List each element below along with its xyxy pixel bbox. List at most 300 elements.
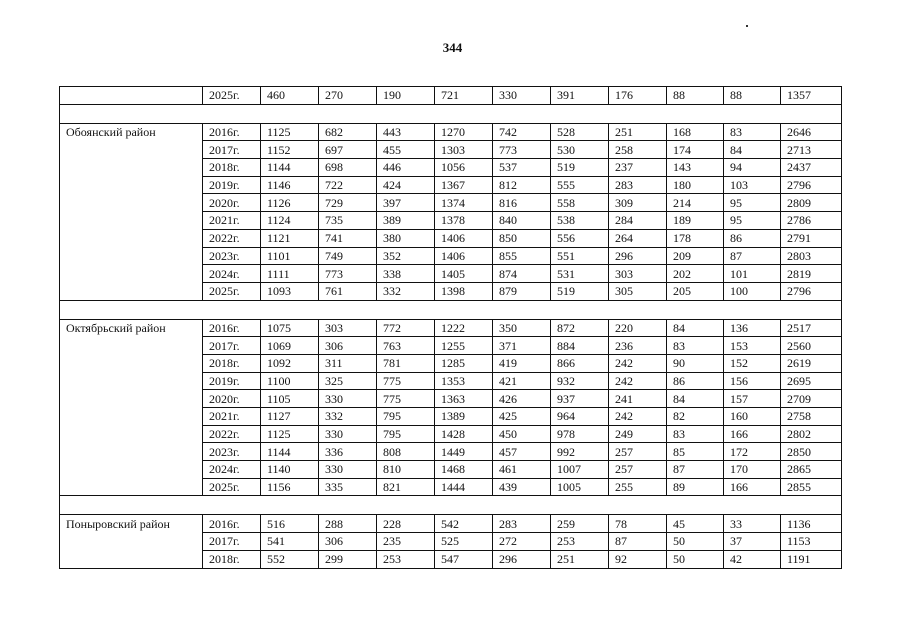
value-cell: 255: [609, 478, 667, 496]
district-cell-continued: [60, 478, 203, 496]
value-cell: 94: [724, 159, 781, 177]
value-cell: 2758: [781, 408, 842, 426]
value-cell: 425: [493, 408, 551, 426]
value-cell: 143: [667, 159, 724, 177]
value-cell: 257: [609, 443, 667, 461]
value-cell: 1357: [781, 87, 842, 105]
value-cell: 283: [493, 515, 551, 533]
value-cell: 978: [551, 425, 609, 443]
district-cell-continued: [60, 229, 203, 247]
table-row: [60, 425, 842, 443]
value-cell: 330: [319, 425, 377, 443]
year-cell: 2017г.: [203, 533, 261, 551]
district-cell-continued: [60, 247, 203, 265]
value-cell: 397: [377, 194, 435, 212]
table-row: [60, 141, 842, 159]
value-cell: 1303: [435, 141, 493, 159]
value-cell: 87: [724, 247, 781, 265]
value-cell: 810: [377, 461, 435, 479]
value-cell: 330: [319, 461, 377, 479]
value-cell: 95: [724, 194, 781, 212]
value-cell: 84: [667, 319, 724, 337]
value-cell: 37: [724, 533, 781, 551]
value-cell: 168: [667, 123, 724, 141]
value-cell: 530: [551, 141, 609, 159]
district-cell-continued: [60, 533, 203, 551]
value-cell: 439: [493, 478, 551, 496]
value-cell: 305: [609, 282, 667, 300]
value-cell: 525: [435, 533, 493, 551]
value-cell: 1406: [435, 229, 493, 247]
value-cell: 336: [319, 443, 377, 461]
value-cell: 1353: [435, 372, 493, 390]
value-cell: 87: [667, 461, 724, 479]
value-cell: 761: [319, 282, 377, 300]
value-cell: 2646: [781, 123, 842, 141]
value-cell: 83: [667, 425, 724, 443]
value-cell: 812: [493, 176, 551, 194]
value-cell: 1444: [435, 478, 493, 496]
value-cell: 258: [609, 141, 667, 159]
value-cell: 443: [377, 123, 435, 141]
value-cell: 2517: [781, 319, 842, 337]
value-cell: 264: [609, 229, 667, 247]
value-cell: 338: [377, 265, 435, 283]
table-row: [60, 229, 842, 247]
value-cell: 257: [609, 461, 667, 479]
value-cell: 542: [435, 515, 493, 533]
value-cell: 309: [609, 194, 667, 212]
value-cell: 419: [493, 354, 551, 372]
value-cell: 682: [319, 123, 377, 141]
year-cell: 2018г.: [203, 550, 261, 568]
section-gap-row: [60, 104, 842, 123]
value-cell: 2850: [781, 443, 842, 461]
value-cell: 251: [609, 123, 667, 141]
value-cell: 516: [261, 515, 319, 533]
year-cell: 2022г.: [203, 229, 261, 247]
district-name: Октябрьский район: [60, 319, 203, 337]
value-cell: 50: [667, 533, 724, 551]
value-cell: 332: [319, 408, 377, 426]
value-cell: 1101: [261, 247, 319, 265]
year-cell: 2025г.: [203, 282, 261, 300]
value-cell: 303: [609, 265, 667, 283]
value-cell: 332: [377, 282, 435, 300]
value-cell: 1127: [261, 408, 319, 426]
value-cell: 556: [551, 229, 609, 247]
value-cell: 461: [493, 461, 551, 479]
value-cell: 2713: [781, 141, 842, 159]
table-row: [60, 515, 842, 533]
value-cell: 874: [493, 265, 551, 283]
value-cell: 176: [609, 87, 667, 105]
value-cell: 1069: [261, 337, 319, 355]
value-cell: 808: [377, 443, 435, 461]
table-row: [60, 408, 842, 426]
value-cell: 722: [319, 176, 377, 194]
table-row: [60, 265, 842, 283]
value-cell: 2865: [781, 461, 842, 479]
value-cell: 228: [377, 515, 435, 533]
section-gap-cell: [60, 104, 842, 123]
value-cell: 85: [667, 443, 724, 461]
table-row: [60, 461, 842, 479]
table-row: [60, 282, 842, 300]
value-cell: 180: [667, 176, 724, 194]
value-cell: 92: [609, 550, 667, 568]
value-cell: 1389: [435, 408, 493, 426]
value-cell: 156: [724, 372, 781, 390]
value-cell: 1255: [435, 337, 493, 355]
value-cell: 1146: [261, 176, 319, 194]
value-cell: 840: [493, 212, 551, 230]
year-cell: 2022г.: [203, 425, 261, 443]
value-cell: 821: [377, 478, 435, 496]
value-cell: 242: [609, 372, 667, 390]
value-cell: 283: [609, 176, 667, 194]
value-cell: 251: [551, 550, 609, 568]
value-cell: 389: [377, 212, 435, 230]
value-cell: 153: [724, 337, 781, 355]
value-cell: 781: [377, 354, 435, 372]
value-cell: 2695: [781, 372, 842, 390]
value-cell: 426: [493, 390, 551, 408]
value-cell: 84: [724, 141, 781, 159]
district-cell-continued: [60, 337, 203, 355]
value-cell: 253: [377, 550, 435, 568]
year-cell: 2016г.: [203, 319, 261, 337]
value-cell: 101: [724, 265, 781, 283]
table-row: [60, 319, 842, 337]
value-cell: 1405: [435, 265, 493, 283]
value-cell: 178: [667, 229, 724, 247]
value-cell: 380: [377, 229, 435, 247]
value-cell: 2803: [781, 247, 842, 265]
value-cell: 519: [551, 159, 609, 177]
value-cell: 1007: [551, 461, 609, 479]
value-cell: 296: [493, 550, 551, 568]
year-cell: 2021г.: [203, 408, 261, 426]
value-cell: 421: [493, 372, 551, 390]
value-cell: 698: [319, 159, 377, 177]
value-cell: 1093: [261, 282, 319, 300]
value-cell: 1367: [435, 176, 493, 194]
value-cell: 311: [319, 354, 377, 372]
district-cell-continued: [60, 408, 203, 426]
year-cell: 2016г.: [203, 123, 261, 141]
value-cell: 964: [551, 408, 609, 426]
value-cell: 1398: [435, 282, 493, 300]
table-row: [60, 212, 842, 230]
year-cell: 2019г.: [203, 372, 261, 390]
year-cell: 2023г.: [203, 247, 261, 265]
value-cell: 1449: [435, 443, 493, 461]
district-name: Поныровский район: [60, 515, 203, 533]
value-cell: 209: [667, 247, 724, 265]
value-cell: 872: [551, 319, 609, 337]
district-name: Обоянский район: [60, 123, 203, 141]
district-cell-continued: [60, 141, 203, 159]
value-cell: 697: [319, 141, 377, 159]
district-cell-continued: [60, 176, 203, 194]
value-cell: 1136: [781, 515, 842, 533]
value-cell: 1191: [781, 550, 842, 568]
table-row: [60, 372, 842, 390]
value-cell: 457: [493, 443, 551, 461]
value-cell: 84: [667, 390, 724, 408]
value-cell: 519: [551, 282, 609, 300]
year-cell: 2016г.: [203, 515, 261, 533]
value-cell: 558: [551, 194, 609, 212]
value-cell: 884: [551, 337, 609, 355]
section-gap-cell: [60, 496, 842, 515]
page-marker-dot: [746, 25, 748, 27]
value-cell: 296: [609, 247, 667, 265]
year-cell: 2021г.: [203, 212, 261, 230]
value-cell: 33: [724, 515, 781, 533]
value-cell: 86: [667, 372, 724, 390]
value-cell: 189: [667, 212, 724, 230]
value-cell: 253: [551, 533, 609, 551]
value-cell: 773: [493, 141, 551, 159]
table-row: [60, 478, 842, 496]
year-cell: 2018г.: [203, 159, 261, 177]
value-cell: 1111: [261, 265, 319, 283]
value-cell: 259: [551, 515, 609, 533]
value-cell: 45: [667, 515, 724, 533]
value-cell: 1125: [261, 123, 319, 141]
value-cell: 160: [724, 408, 781, 426]
value-cell: 330: [319, 390, 377, 408]
value-cell: 1121: [261, 229, 319, 247]
value-cell: 237: [609, 159, 667, 177]
value-cell: 795: [377, 425, 435, 443]
value-cell: 2855: [781, 478, 842, 496]
value-cell: 89: [667, 478, 724, 496]
value-cell: 325: [319, 372, 377, 390]
value-cell: 992: [551, 443, 609, 461]
value-cell: 1124: [261, 212, 319, 230]
table-row: [60, 123, 842, 141]
value-cell: 1374: [435, 194, 493, 212]
district-cell-continued: [60, 354, 203, 372]
year-cell: 2018г.: [203, 354, 261, 372]
value-cell: 1378: [435, 212, 493, 230]
value-cell: 95: [724, 212, 781, 230]
section-gap-row: [60, 496, 842, 515]
value-cell: 795: [377, 408, 435, 426]
page-number: 344: [442, 40, 463, 55]
value-cell: 2437: [781, 159, 842, 177]
value-cell: 531: [551, 265, 609, 283]
value-cell: 242: [609, 354, 667, 372]
value-cell: 190: [377, 87, 435, 105]
value-cell: 850: [493, 229, 551, 247]
value-cell: 2619: [781, 354, 842, 372]
value-cell: 170: [724, 461, 781, 479]
value-cell: 83: [667, 337, 724, 355]
value-cell: 371: [493, 337, 551, 355]
value-cell: 166: [724, 478, 781, 496]
value-cell: 537: [493, 159, 551, 177]
value-cell: 1153: [781, 533, 842, 551]
value-cell: 303: [319, 319, 377, 337]
section-gap-cell: [60, 300, 842, 319]
value-cell: 299: [319, 550, 377, 568]
year-cell: 2017г.: [203, 141, 261, 159]
value-cell: 214: [667, 194, 724, 212]
value-cell: 350: [493, 319, 551, 337]
value-cell: 157: [724, 390, 781, 408]
value-cell: 772: [377, 319, 435, 337]
value-cell: 1363: [435, 390, 493, 408]
value-cell: 241: [609, 390, 667, 408]
district-cell-continued: [60, 282, 203, 300]
value-cell: 272: [493, 533, 551, 551]
district-cell-continued: [60, 390, 203, 408]
value-cell: 932: [551, 372, 609, 390]
year-cell: 2019г.: [203, 176, 261, 194]
value-cell: 90: [667, 354, 724, 372]
year-cell: 2024г.: [203, 461, 261, 479]
value-cell: 446: [377, 159, 435, 177]
district-cell-continued: [60, 212, 203, 230]
district-cell-continued: [60, 550, 203, 568]
value-cell: 2560: [781, 337, 842, 355]
district-cell-continued: [60, 425, 203, 443]
value-cell: 352: [377, 247, 435, 265]
value-cell: 1428: [435, 425, 493, 443]
data-table: [59, 86, 842, 569]
value-cell: 1092: [261, 354, 319, 372]
value-cell: 424: [377, 176, 435, 194]
table-row: [60, 337, 842, 355]
value-cell: 202: [667, 265, 724, 283]
value-cell: 78: [609, 515, 667, 533]
district-cell-continued: [60, 443, 203, 461]
value-cell: 552: [261, 550, 319, 568]
table-row: [60, 550, 842, 568]
value-cell: 1100: [261, 372, 319, 390]
value-cell: 288: [319, 515, 377, 533]
value-cell: 749: [319, 247, 377, 265]
value-cell: 2819: [781, 265, 842, 283]
value-cell: 937: [551, 390, 609, 408]
value-cell: 1270: [435, 123, 493, 141]
value-cell: 236: [609, 337, 667, 355]
year-cell: 2024г.: [203, 265, 261, 283]
year-cell: 2025г.: [203, 478, 261, 496]
value-cell: 551: [551, 247, 609, 265]
value-cell: 1075: [261, 319, 319, 337]
year-cell: 2023г.: [203, 443, 261, 461]
value-cell: 2786: [781, 212, 842, 230]
value-cell: 87: [609, 533, 667, 551]
value-cell: 855: [493, 247, 551, 265]
value-cell: 1144: [261, 159, 319, 177]
value-cell: 528: [551, 123, 609, 141]
value-cell: 741: [319, 229, 377, 247]
value-cell: 541: [261, 533, 319, 551]
value-cell: 50: [667, 550, 724, 568]
value-cell: 205: [667, 282, 724, 300]
value-cell: 42: [724, 550, 781, 568]
value-cell: 1144: [261, 443, 319, 461]
year-cell: 2017г.: [203, 337, 261, 355]
value-cell: 1125: [261, 425, 319, 443]
district-cell-continued: [60, 194, 203, 212]
value-cell: 1468: [435, 461, 493, 479]
table-row: [60, 247, 842, 265]
value-cell: 88: [667, 87, 724, 105]
district-cell-continued: [60, 265, 203, 283]
value-cell: 775: [377, 372, 435, 390]
value-cell: 220: [609, 319, 667, 337]
value-cell: 775: [377, 390, 435, 408]
table-row: [60, 159, 842, 177]
value-cell: 172: [724, 443, 781, 461]
year-cell: 2020г.: [203, 194, 261, 212]
value-cell: 773: [319, 265, 377, 283]
district-name: [60, 87, 203, 105]
value-cell: 2791: [781, 229, 842, 247]
value-cell: 249: [609, 425, 667, 443]
value-cell: 1105: [261, 390, 319, 408]
value-cell: 1140: [261, 461, 319, 479]
value-cell: 555: [551, 176, 609, 194]
value-cell: 1126: [261, 194, 319, 212]
value-cell: 235: [377, 533, 435, 551]
value-cell: 1156: [261, 478, 319, 496]
value-cell: 866: [551, 354, 609, 372]
value-cell: 306: [319, 337, 377, 355]
value-cell: 2809: [781, 194, 842, 212]
district-cell-continued: [60, 159, 203, 177]
table-row: [60, 87, 842, 105]
value-cell: 330: [493, 87, 551, 105]
value-cell: 735: [319, 212, 377, 230]
year-cell: 2025г.: [203, 87, 261, 105]
value-cell: 86: [724, 229, 781, 247]
value-cell: 136: [724, 319, 781, 337]
value-cell: 2796: [781, 282, 842, 300]
value-cell: 1152: [261, 141, 319, 159]
year-cell: 2020г.: [203, 390, 261, 408]
value-cell: 2709: [781, 390, 842, 408]
table-row: [60, 443, 842, 461]
value-cell: 2802: [781, 425, 842, 443]
value-cell: 879: [493, 282, 551, 300]
value-cell: 450: [493, 425, 551, 443]
value-cell: 1056: [435, 159, 493, 177]
value-cell: 103: [724, 176, 781, 194]
value-cell: 306: [319, 533, 377, 551]
value-cell: 547: [435, 550, 493, 568]
value-cell: 1222: [435, 319, 493, 337]
value-cell: 1005: [551, 478, 609, 496]
value-cell: 729: [319, 194, 377, 212]
value-cell: 721: [435, 87, 493, 105]
table-row: [60, 194, 842, 212]
value-cell: 284: [609, 212, 667, 230]
table-row: [60, 390, 842, 408]
section-gap-row: [60, 300, 842, 319]
value-cell: 455: [377, 141, 435, 159]
table-row: [60, 533, 842, 551]
value-cell: 152: [724, 354, 781, 372]
value-cell: 816: [493, 194, 551, 212]
